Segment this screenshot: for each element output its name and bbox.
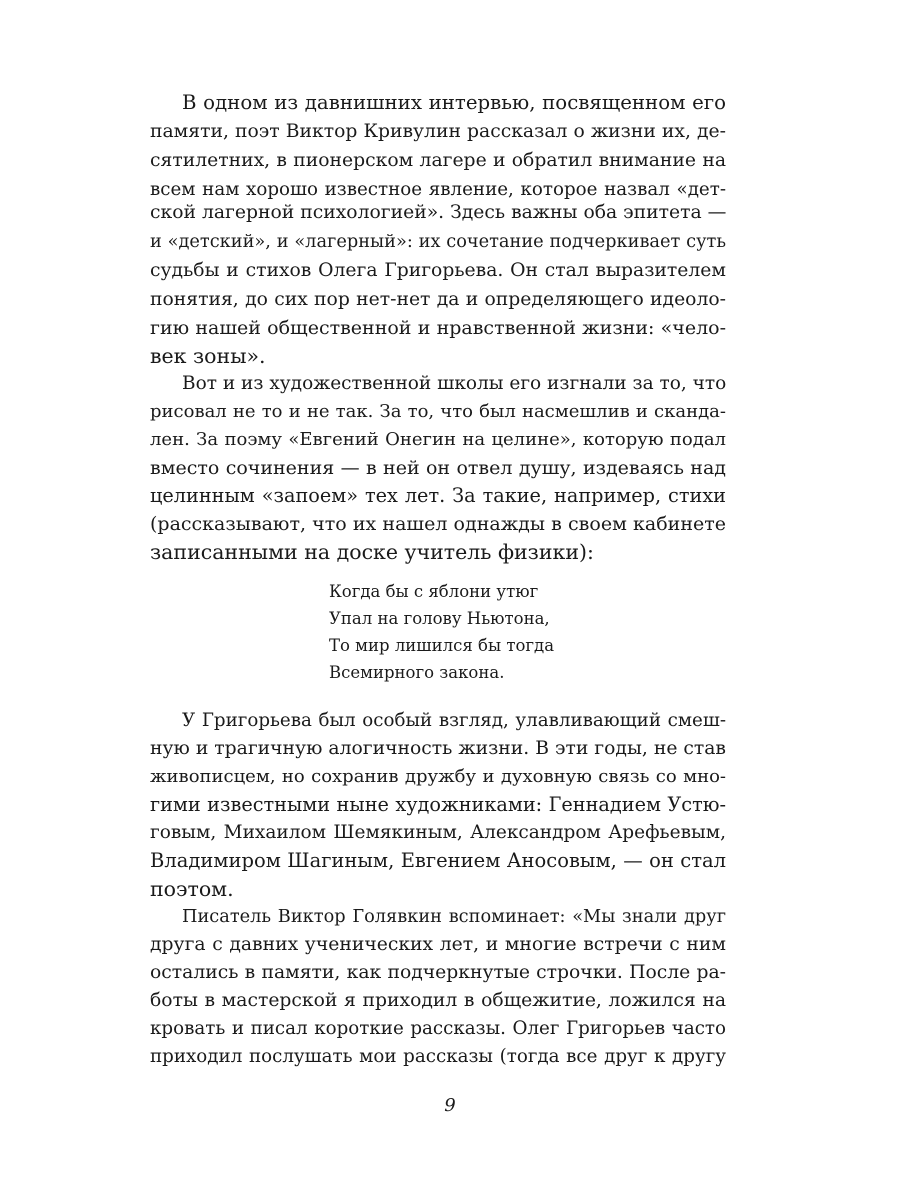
text-line: (рассказывают, что их нашел однажды в своем кабинете — [150, 513, 726, 535]
text-line: кровать и писал короткие рассказы. Олег Григорьев часто — [150, 1018, 726, 1039]
text-line: ную и трагичную алогичность жизни. В эти годы, не став — [150, 738, 726, 759]
text-line: памяти, поэт Виктор Кривулин рассказал о жизни их, де- — [150, 121, 726, 142]
text-line: записанными на доске учитель физики): — [150, 540, 594, 564]
text-line: судьбы и стихов Олега Григорьева. Он стал выразителем — [150, 260, 726, 281]
text-line: приходил послушать мои рассказы (тогда все друг к другу — [150, 1046, 726, 1067]
text-line: говым, Михаилом Шемякиным, Александром Арефьевым, — [150, 822, 726, 843]
text-line: друга с давних ученических лет, и многие встречи с ним — [150, 934, 726, 955]
text-line: гими известными ныне художниками: Геннадием Устю- — [150, 793, 726, 816]
poem-line: То мир лишился бы тогда — [329, 636, 555, 655]
text-line: вместо сочинения — в ней он отвел душу, издеваясь над — [150, 457, 726, 479]
text-line: понятия, до сих пор нет-нет да и определяющего идеоло- — [150, 289, 726, 310]
text-line: поэтом. — [150, 877, 234, 901]
text-line: лен. За поэму «Евгений Онегин на целине», которую подал — [150, 429, 726, 450]
page-number: 9 — [444, 1095, 456, 1116]
text-line: живописцем, но сохранив дружбу и духовную связь со мно- — [150, 766, 726, 787]
text-line: ской лагерной психологией». Здесь важны оба эпитета — — [150, 202, 727, 223]
text-line: и «детский», и «лагерный»: их сочетание подчеркивает суть — [150, 232, 726, 252]
poem-line: Всемирного закона. — [329, 663, 505, 682]
text-line: всем нам хорошо известное явление, которое назвал «дет- — [150, 179, 726, 200]
text-line: Вот и из художественной школы его изгнали за то, что — [182, 373, 727, 394]
text-line: боты в мастерской я приходил в общежитие, ложился на — [150, 990, 726, 1011]
text-line: У Григорьева был особый взгляд, улавливающий смеш- — [182, 710, 726, 731]
text-line: остались в памяти, как подчеркнутые строчки. После ра- — [150, 962, 726, 983]
text-line: сятилетних, в пионерском лагере и обратил внимание на — [150, 150, 726, 171]
text-line: рисовал не то и не так. За то, что был насмешлив и сканда- — [150, 401, 726, 422]
poem-line: Упал на голову Ньютона, — [329, 609, 550, 628]
text-line: век зоны». — [150, 344, 266, 368]
poem-line: Когда бы с яблони утюг — [329, 582, 539, 601]
text-line: Владимиром Шагиным, Евгением Аносовым, — он стал — [150, 849, 726, 872]
text-line: Писатель Виктор Голявкин вспоминает: «Мы знали друг — [182, 907, 726, 927]
text-line: В одном из давнишних интервью, посвященном его — [182, 91, 726, 114]
text-line: гию нашей общественной и нравственной жизни: «чело- — [150, 317, 726, 339]
text-line: целинным «запоем» тех лет. За такие, например, стихи — [150, 484, 726, 507]
